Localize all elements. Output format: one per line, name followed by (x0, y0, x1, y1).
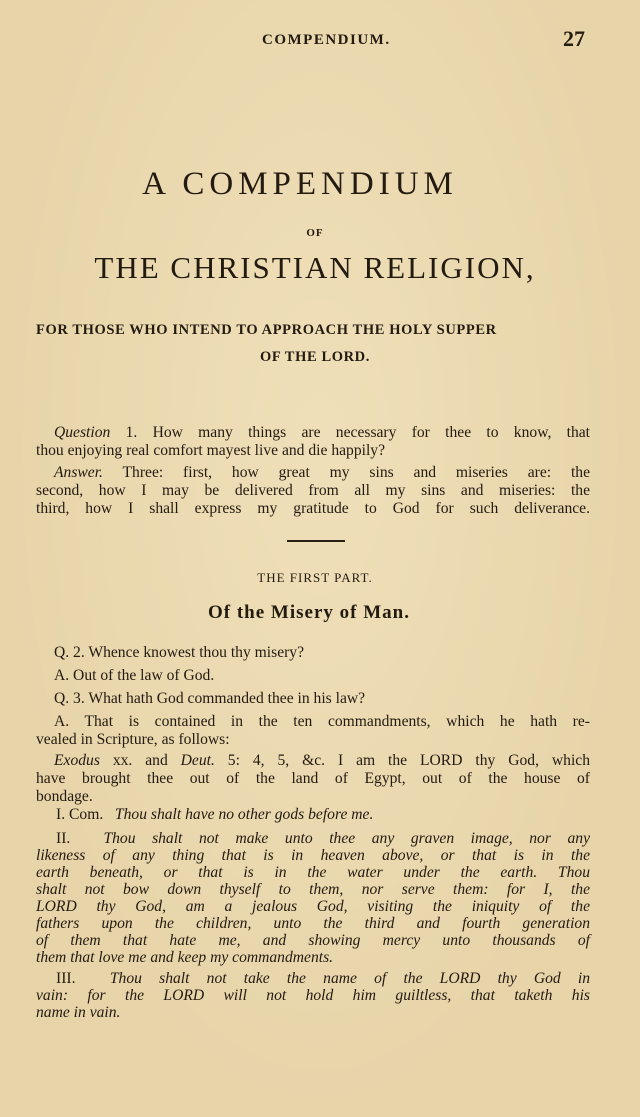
question-1 (36, 424, 590, 460)
answer-1-line-1: Three: first, how great my sins and miseries are: the (102, 464, 590, 481)
commandment-2-line-6: fathers upon the children, unto the third and fourth generation (36, 915, 590, 932)
question-3-text: Q. 3. What hath God commanded thee in his law? (54, 690, 366, 707)
question-label: Question (54, 424, 111, 441)
answer-1-line-3: third, how I shall express my gratitude to God for such deliverance. (36, 500, 590, 517)
running-head: COMPENDIUM. (262, 32, 391, 48)
answer-2 (54, 667, 590, 685)
question-2-text: Q. 2. Whence knowest thou thy misery? (54, 644, 305, 661)
commandment-3-line-3: name in vain. (36, 1004, 121, 1021)
question-1-line-2: thou enjoying real comfort mayest live and die happily? (36, 442, 386, 459)
commandment-2-line-3: earth beneath, or that is in the water under the earth. Thou (36, 864, 590, 881)
answer-2-text: A. Out of the law of God. (54, 667, 215, 684)
question-2 (54, 644, 590, 662)
exodus-ref-rest: xx. and (99, 752, 181, 769)
answer-label: Answer. (54, 464, 103, 481)
subtitle-line-1: FOR THOSE WHO INTEND TO APPROACH THE HOLY SUPPER (36, 322, 497, 338)
answer-3 (36, 713, 590, 749)
part-heading: THE FIRST PART. (257, 570, 373, 585)
commandment-3 (36, 970, 590, 1021)
commandment-2 (36, 830, 590, 966)
title-line-1: A COMPENDIUM (142, 166, 458, 202)
deut-ref-rest: 5: 4, 5, &c. I am the LORD thy God, which (214, 752, 590, 769)
answer-3-line-2: vealed in Scripture, as follows: (36, 731, 230, 748)
exodus-line-3: bondage. (36, 788, 93, 805)
commandment-2-line-2: likeness of any thing that is in heaven above, or that is in the (36, 847, 590, 864)
question-3 (54, 690, 590, 708)
section-divider (287, 540, 345, 542)
commandment-2-label: II. (56, 830, 71, 847)
commandment-1-label: I. Com. (56, 806, 104, 823)
commandment-2-line-5: LORD thy God, am a jealous God, visiting the iniquity of the (36, 898, 590, 915)
commandment-3-label: III. (56, 970, 76, 987)
title-of: OF (306, 227, 324, 239)
commandment-2-line-8: them that love me and keep my commandments. (36, 949, 334, 966)
deut-ref: Deut. (180, 752, 215, 769)
commandment-1 (36, 806, 590, 824)
commandment-2-line-7: of them that hate me, and showing mercy unto thousands of (36, 932, 590, 949)
exodus-ref: Exodus (54, 752, 100, 769)
commandment-3-line-2: vain: for the LORD will not hold him guiltless, that taketh his (36, 987, 590, 1004)
answer-1 (36, 464, 590, 518)
commandment-1-text: Thou shalt have no other gods before me. (114, 806, 374, 823)
answer-1-line-2: second, how I may be delivered from all my sins and miseries: the (36, 482, 590, 499)
exodus-paragraph (36, 752, 590, 806)
commandment-2-line-4: shalt not bow down thyself to them, nor serve them: for I, the (36, 881, 590, 898)
title-line-2: THE CHRISTIAN RELIGION, (94, 250, 536, 285)
question-1-line-1: How many things are necessary for thee to know, that (137, 424, 591, 441)
section-heading: Of the Misery of Man. (208, 602, 410, 623)
page-number: 27 (563, 26, 585, 51)
exodus-line-2: have brought thee out of the land of Egypt, out of the house of (36, 770, 590, 787)
question-number: 1. (110, 424, 138, 441)
commandment-2-line-1: Thou shalt not make unto thee any graven image, nor any (103, 830, 591, 847)
subtitle-line-2: OF THE LORD. (260, 349, 370, 365)
commandment-3-line-1: Thou shalt not take the name of the LORD thy God in (109, 970, 591, 987)
answer-3-line-1: A. That is contained in the ten commandments, which he hath re- (54, 713, 590, 730)
